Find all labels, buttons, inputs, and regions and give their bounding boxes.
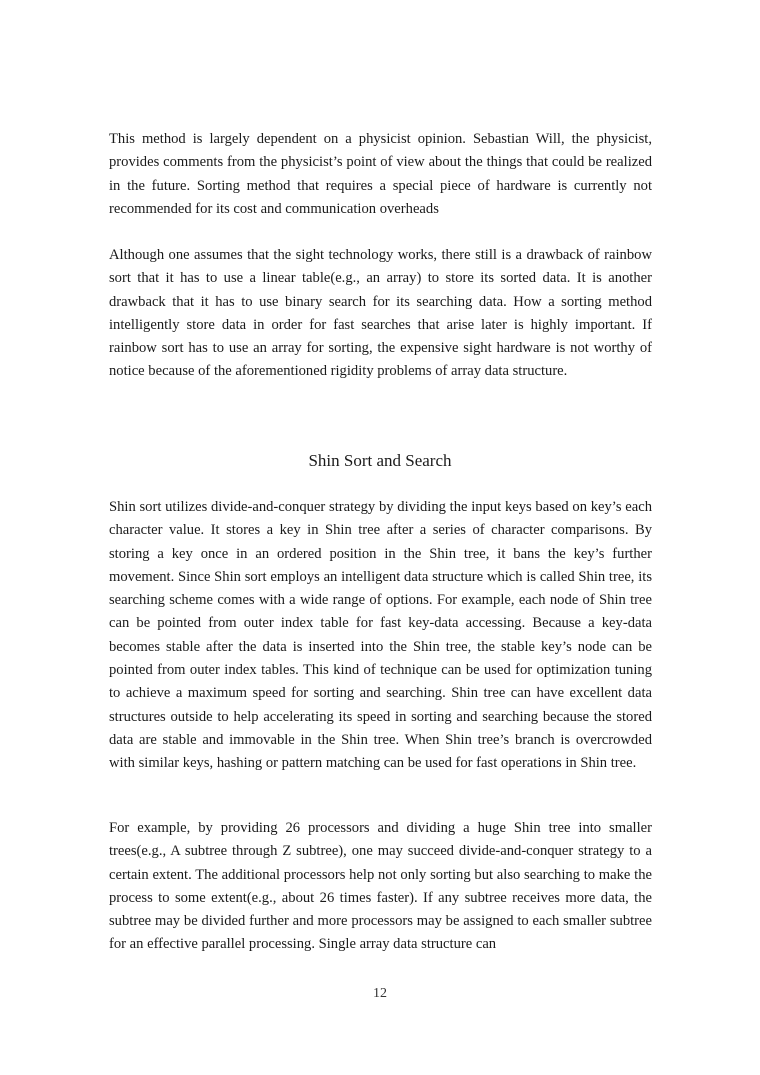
paragraph-parallel-processing: For example, by providing 26 processors and dividing a huge Shin tree into smaller trees(e.g., A subtree through Z subtree), one may succeed divide-and-conquer strategy to a certain extent. The additional processors help not only sorting but also searching to make the process to some extent(e.g., about 26 times faster). If any subtree receives more data, the subtree may be divided further and more processors may be assigned to each smaller subtree for an effective parallel processing. Single array data structure can (109, 820, 652, 953)
section-heading: Shin Sort and Search (308, 451, 452, 470)
paragraph-shin-sort-description: Shin sort utilizes divide-and-conquer strategy by dividing the input keys based on key’s each character value. It stores a key in Shin tree after a series of character comparisons. By storing a key once in an ordered position in the Shin tree, it bans the key’s further movement. Since Shin sort employs an intelligent data structure which is called Shin tree, its searching scheme comes with a wide range of options. For example, each node of Shin tree can be pointed from outer index table for fast key-data accessing. Because a key-data becomes stable after the data is inserted into the Shin tree, the stable key’s node can be pointed from outer index tables. This kind of technique can be used for optimization tuning to achieve a maximum speed for sorting and searching. Shin tree can have excellent data structures outside to help accelerating its speed in sorting and searching because the stored data are stable and immovable in the Shin tree. When Shin tree’s branch is overcrowded with similar keys, hashing or pattern matching can be used for fast operations in Shin tree. (109, 499, 652, 772)
paragraph-physicist-opinion: This method is largely dependent on a physicist opinion. Sebastian Will, the physicist, provides comments from the physicist’s point of view about the things that could be realized in the future. Sorting method that requires a special piece of hardware is currently not recommended for its cost and communication overheads (109, 131, 652, 217)
paragraph-rainbow-sort-drawback: Although one assumes that the sight technology works, there still is a drawback of rainbow sort that it has to use a linear table(e.g., an array) to store its sorted data. It is another drawback that it has to use binary search for its searching data. How a sorting method intelligently store data in order for fast searches that arise later is highly important. If rainbow sort has to use an array for sorting, the expensive sight hardware is not worthy of notice because of the aforementioned rigidity problems of array data structure. (109, 247, 652, 380)
page-number: 12 (373, 986, 387, 1001)
